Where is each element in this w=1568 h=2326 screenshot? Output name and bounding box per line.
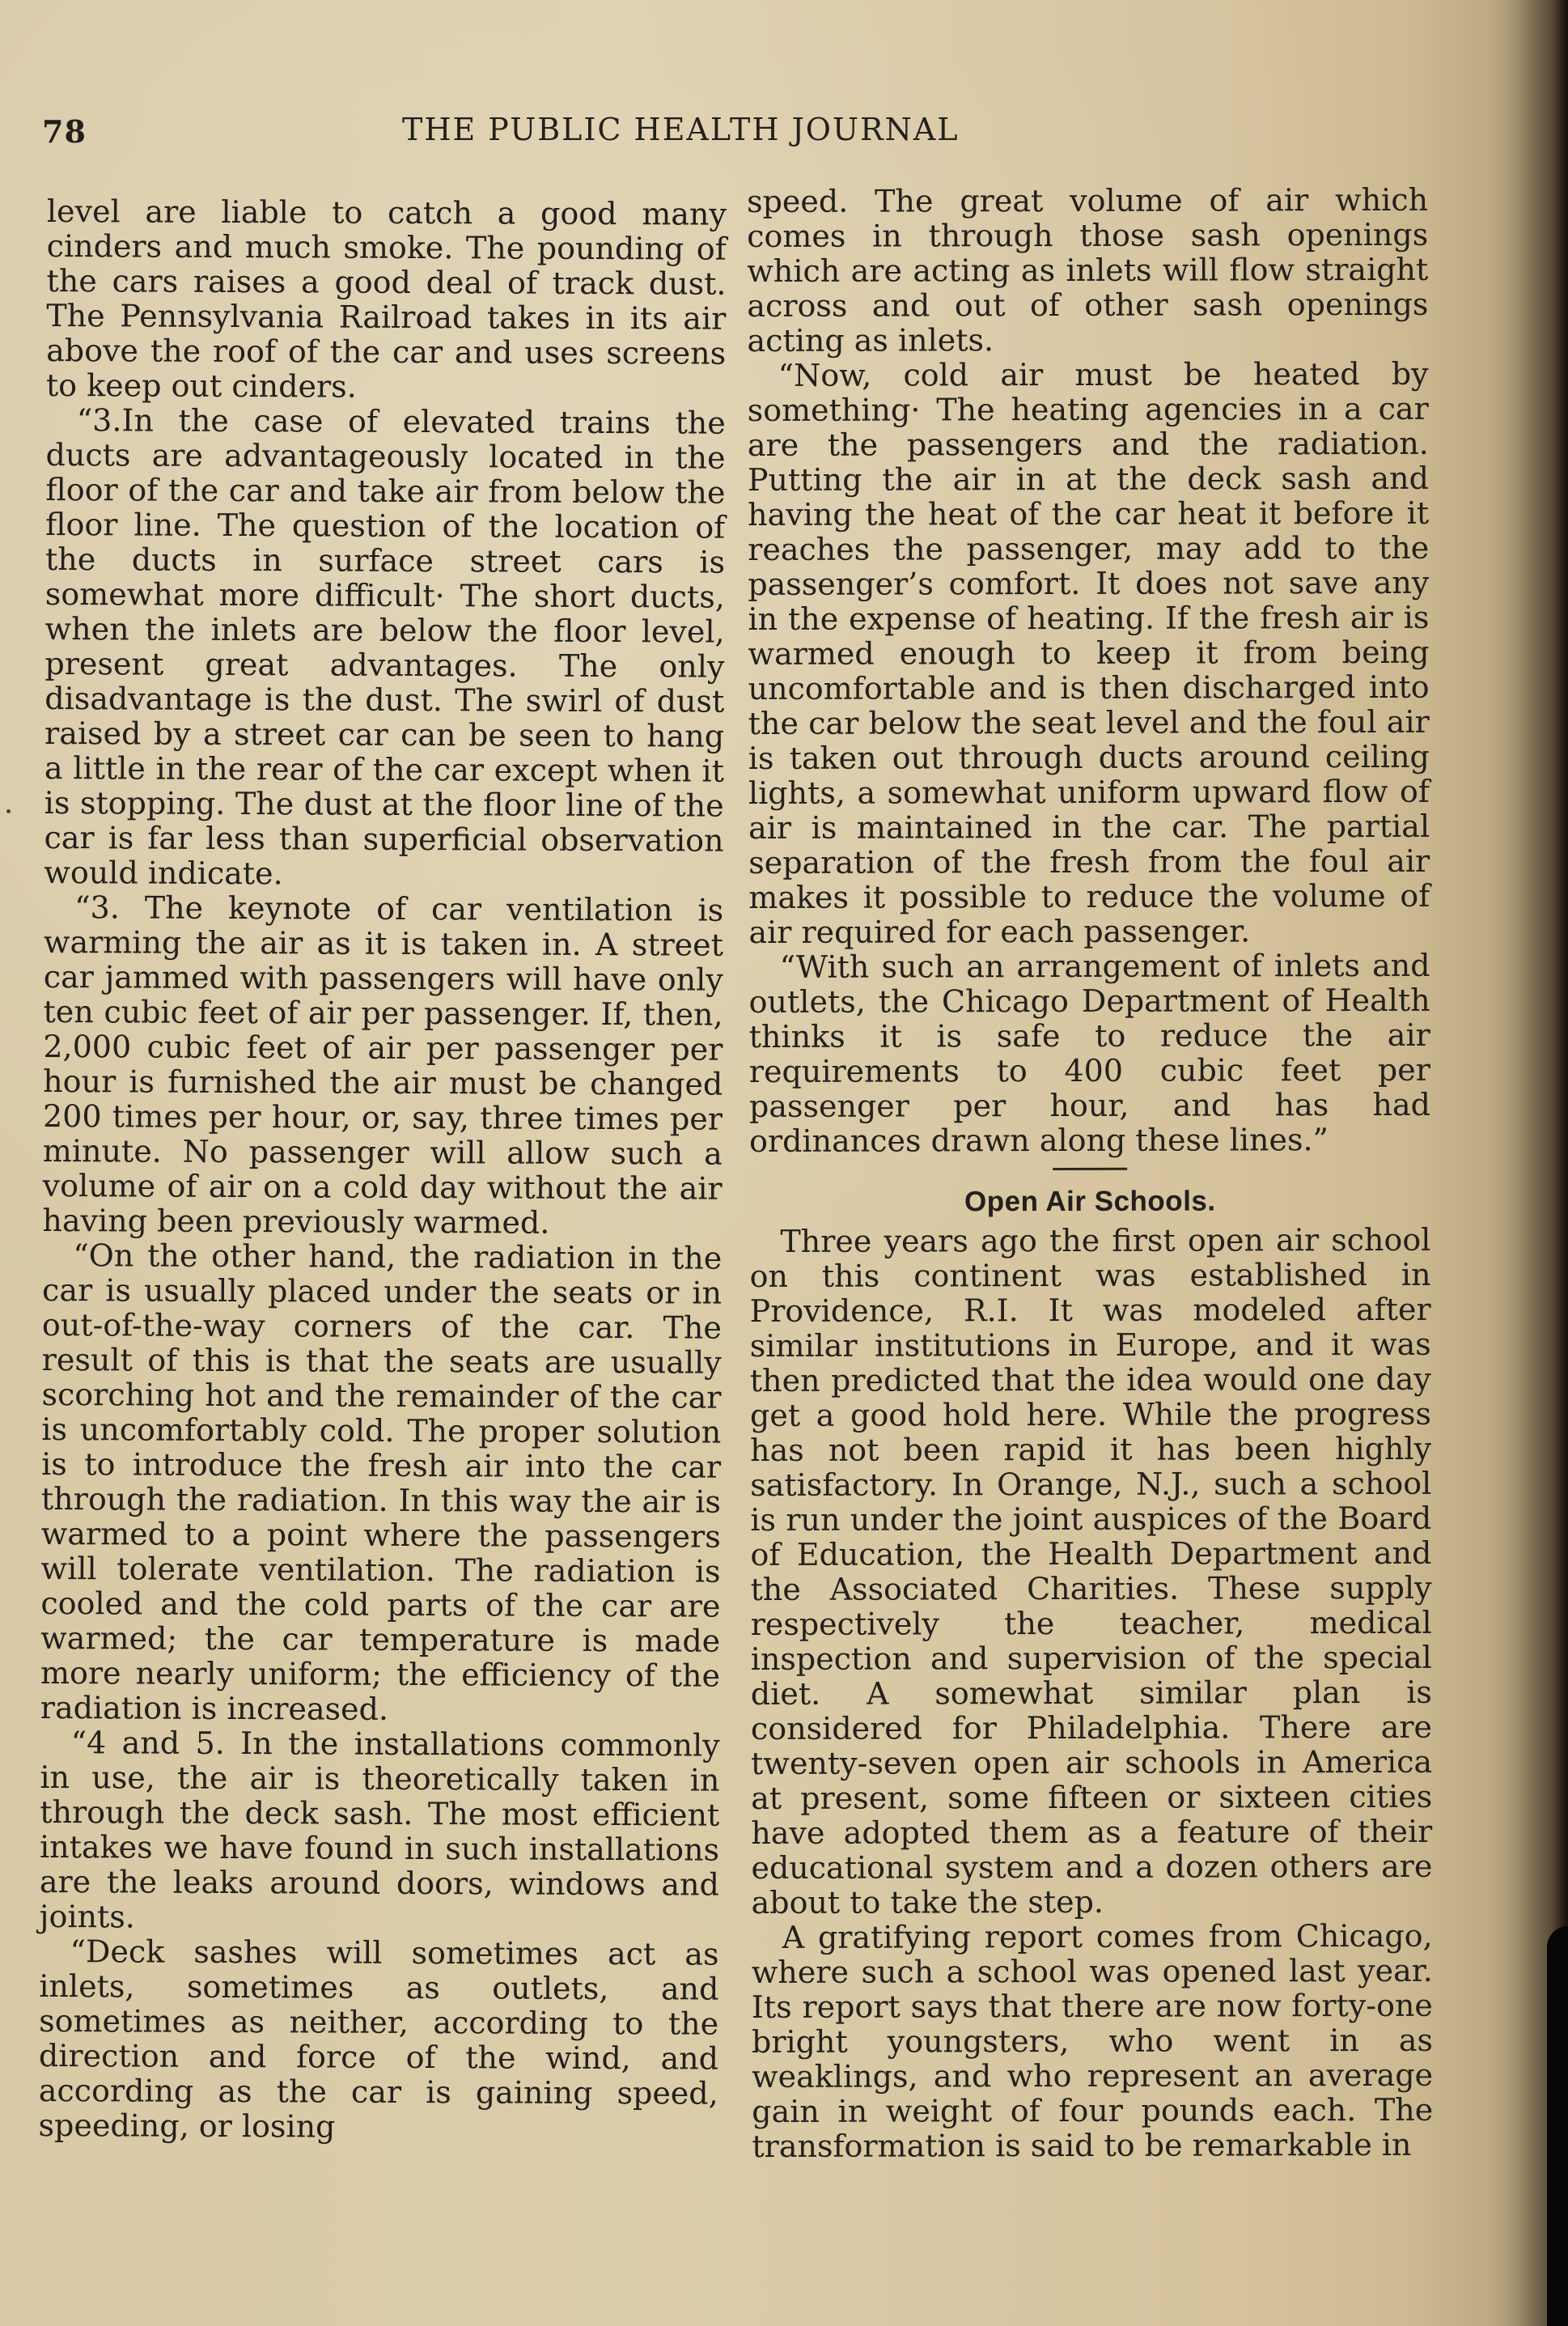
section-divider xyxy=(1053,1168,1127,1170)
left-paragraph-6: “Deck sashes will sometimes act as inlets, sometimes as outlets, and sometimes as neither, according to the direction and force of the wind, and according as the car is gaining speed, speeding, or losing xyxy=(38,1933,719,2145)
right-column xyxy=(747,183,1433,2164)
right-paragraph-2: “Now, cold air must be heated by something· The heating agencies in a car are the passengers and the radiation. Putting the air in at the deck sash and having the heat of the car heat it before it reaches the passenger, may add to the passenger’s comfort. It does not save any in the expense of heating. If the fresh air is warmed enough to keep it from being uncomfortable and is then discharged into the car below the seat level and the foul air is taken out through ducts around ceiling lights, a somewhat uniform upward flow of air is maintained in the car. The partial separation of the fresh from the foul air makes it possible to reduce the volume of air required for each passenger. xyxy=(747,355,1430,950)
left-column xyxy=(38,194,726,2146)
section-paragraph-1: Three years ago the first open air school on this continent was established in Providence, R.I. It was modeled after similar institutions in Europe, and it was then predicted that the idea would one day get a good hold here. While the progress has not been rapid it has been highly satisfactory. In Orange, N.J., such a school is run under the joint auspices of the Board of Education, the Health Department and the Associated Charities. These supply respectively the teacher, medical inspection and supervision of the special diet. A somewhat similar plan is considered for Philadelphia. There are twenty-seven open air schools in America at present, some fifteen or sixteen cities have adopted them as a feature of their educational system and a dozen others are about to take the step. xyxy=(749,1221,1433,1921)
right-paragraph-1: speed. The great volume of air which comes in through those sash openings which are acting as inlets will flow straight across and out of other sash openings acting as inlets. xyxy=(746,181,1429,359)
journal-title: THE PUBLIC HEALTH JOURNAL xyxy=(402,112,960,147)
section-heading: Open Air Schools. xyxy=(964,1185,1216,1218)
paper-speck xyxy=(6,809,11,813)
left-paragraph-4: “On the other hand, the radiation in the car is usually placed under the seats or in out-of-the-way corners of the car. The result of this is that the seats are usually scorching hot and the remainder of the car is uncomfortably cold. The proper solution is to introduce the fresh air into the car through the radiation. In this way the air is warmed to a point where the passengers will tolerate ventilation. The radiation is cooled and the cold parts of the car are warmed; the car temperature is made more nearly uniform; the efficiency of the radiation is increased. xyxy=(40,1237,723,1727)
book-gutter-edge xyxy=(1547,1926,1568,2326)
right-paragraph-3: “With such an arrangement of inlets and outlets, the Chicago Department of Health thinks it is safe to reduce the air requirements to 400 cubic feet per passenger per hour, and has had ordinances drawn along these lines.” xyxy=(748,947,1431,1159)
section-paragraph-2: A gratifying report comes from Chicago, where such a school was opened last year. Its report says that there are now forty-one bright youngsters, who went in as weaklings, and who represent an average gain in weight of four pounds each. The transformation is said to be remarkable in xyxy=(751,1917,1434,2164)
page-header xyxy=(42,113,1029,162)
left-paragraph-2: “3.In the case of elevated trains the ducts are advantageously located in the floor of the car and take air from below the floor line. The question of the location of the ducts in surface street cars is somewhat more difficult· The short ducts, when the inlets are below the floor level, present great advantages. The only disadvantage is the dust. The swirl of dust raised by a street car can be seen to hang a little in the rear of the car except when it is stopping. The dust at the floor line of the car is far less than superficial observation would indicate. xyxy=(44,402,726,892)
page-number: 78 xyxy=(42,113,87,150)
left-paragraph-1: level are liable to catch a good many cinders and much smoke. The pounding of the cars raises a good deal of track dust. The Pennsylvania Railroad takes in its air above the roof of the car and uses screens to keep out cinders. xyxy=(45,193,727,405)
left-paragraph-5: “4 and 5. In the installations commonly in use, the air is theoretically taken in through the deck sash. The most efficient intakes we have found in such installations are the leaks around doors, windows and joints. xyxy=(39,1725,720,1935)
left-paragraph-3: “3. The keynote of car ventilation is warming the air as it is taken in. A street car jammed with passengers will have only ten cubic feet of air per passenger. If, then, 2,000 cubic feet of air per passenger per hour is furnished the air must be changed 200 times per hour, or, say, three times per minute. No passenger will allow such a volume of air on a cold day without the air having been previously warmed. xyxy=(42,889,724,1241)
